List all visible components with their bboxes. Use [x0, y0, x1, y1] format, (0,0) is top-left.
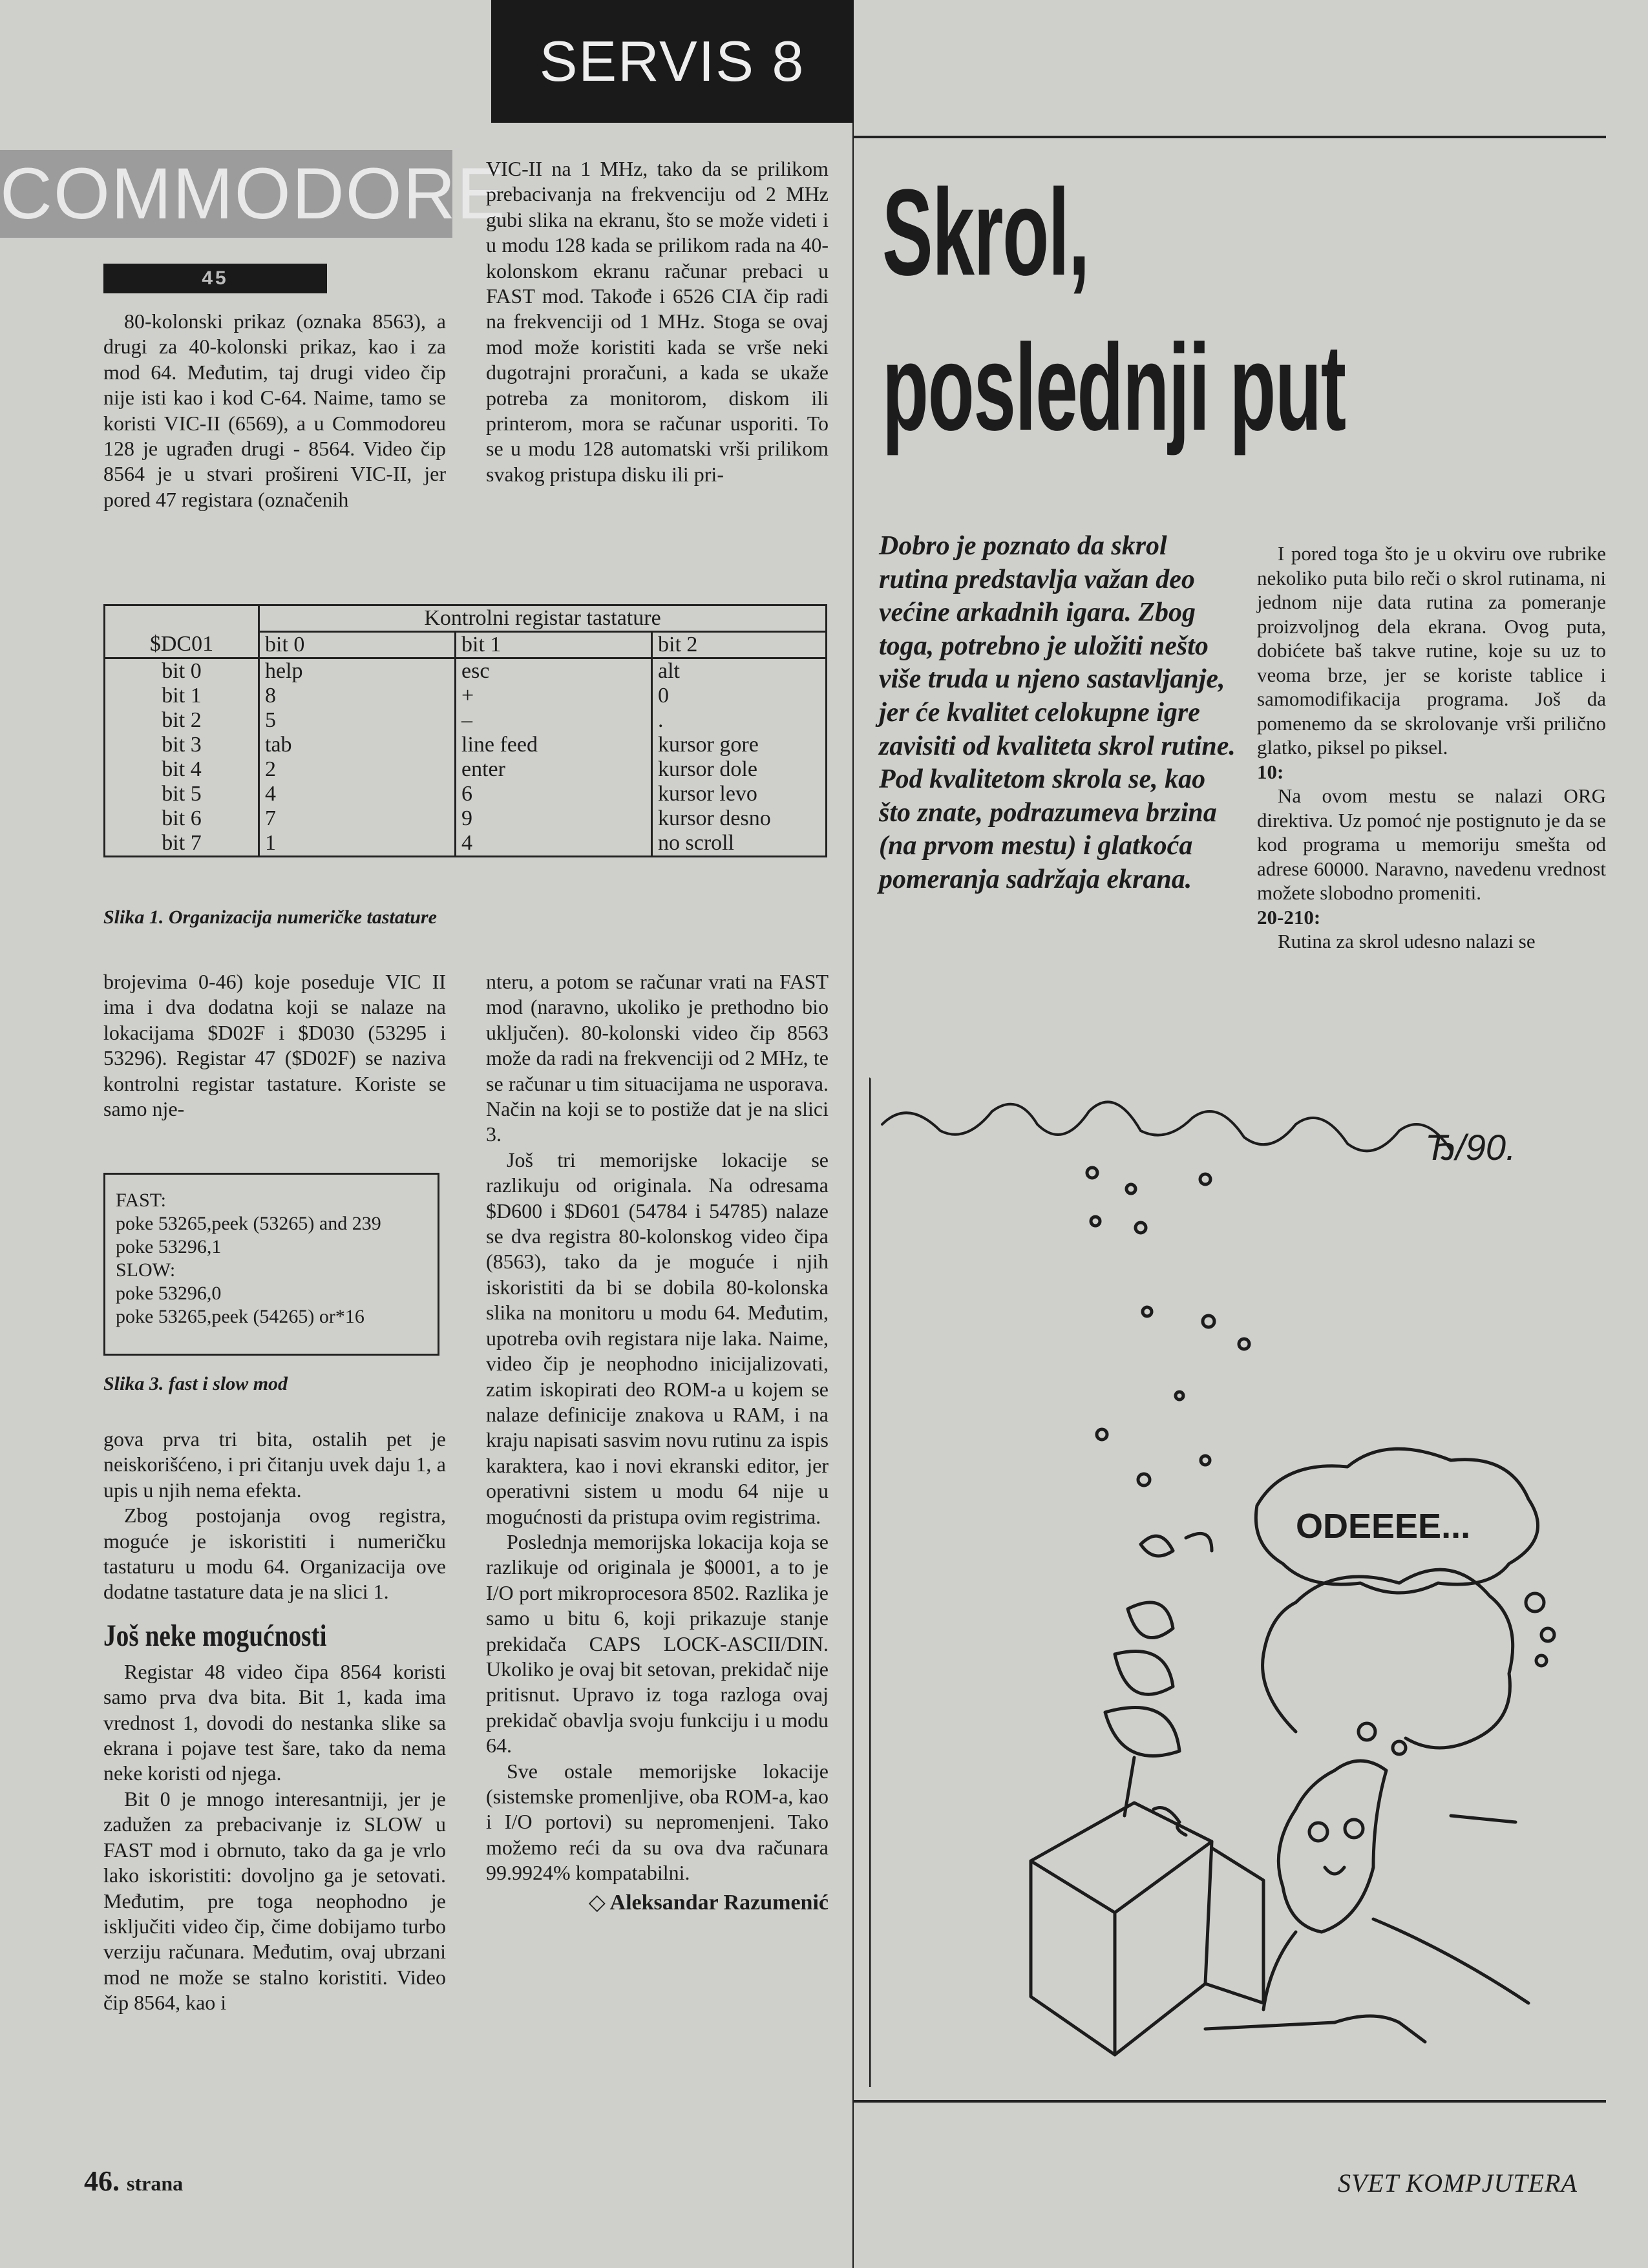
bottom-rule	[853, 2100, 1606, 2103]
section-number: 20-210:	[1257, 905, 1321, 929]
table-cell: 1	[259, 831, 456, 857]
column1-bottom	[103, 1427, 446, 2016]
section-number: 10:	[1257, 760, 1284, 783]
speech-bubble-text: ODEEEE...	[1296, 1507, 1471, 1546]
cartoon-illustration	[869, 1073, 1606, 2087]
table-row	[105, 831, 827, 857]
paragraph: brojevima 0-46) koje poseduje VIC II ima i dva dodatna koji se nalaze na lokacijama $D02F i $D030 (53295 i 53296). Registar 47 ($D02F) se naziva kontrolni registar tastature. Koriste se samo nje-	[103, 970, 446, 1121]
table-cell-bit: bit 5	[105, 782, 259, 806]
table-cell: kursor desno	[652, 806, 827, 831]
table-cell: +	[456, 684, 652, 708]
table-cell: 5	[259, 708, 456, 733]
table-cell: help	[259, 658, 456, 684]
article-lead: Dobro je poznato da skrol rutina predstavlja važan deo većine arkadnih igara. Zbog toga, potrebno je uložiti nešto više truda u njeno sastavljanje, jer će kvalitet celokupne igre zavisiti od kvaliteta skrol rutine. Pod kvalitetom skrola se, kao što znate, podrazumeva brzina (na prvom mestu) i glatkoća pomeranja sadržaja ekrana.	[879, 531, 1236, 894]
magazine-name: SVET KOMPJUTERA	[1338, 2168, 1578, 2198]
headline-line-1: Skrol,	[882, 164, 1089, 301]
column1-top	[103, 309, 446, 512]
table-cell: .	[652, 708, 827, 733]
paragraph: VIC-II na 1 MHz, tako da se prilikom prebacivanja na frekvenciju od 2 MHz gubi slika na ekranu, što se može videti i u modu 128 kada se prilikom rada na 40-kolonskom ekranu računar prebaci u FAST mod. Takođe i 6526 CIA čip radi na frekvenciji od 1 MHz. Stoga se ovaj mod može koristiti kada se vrše neki dugotrajni proračuni, a kada se ukaže potreba za monitorom, diskom ili printerom, mora se računar usporiti. To se u modu 128 automatski vrši prilikom svakog pristupa disku ili pri-	[486, 157, 829, 486]
brand-banner: COMMODORE	[0, 150, 452, 238]
table-cell-bit: bit 4	[105, 757, 259, 782]
column1-middle	[103, 969, 446, 1122]
paragraph: Bit 0 je mnogo interesantniji, jer je zadužen za prebacivanje iz SLOW u FAST mod i obrnuto, tako da ga je vrlo lako iskoristiti: dovoljno ga je setovati. Međutim, pre toga neophodno je isključiti video čip, čime dobijamo turbo verziju računara. Međutim, ovaj ubrzani mod ne može se stalno koristiti. Video čip 8564, kao i	[103, 1787, 446, 2015]
table-cell: esc	[456, 658, 652, 684]
table-caption: Slika 1. Organizacija numeričke tastature	[103, 907, 437, 928]
code-line: poke 53265,peek (54265) or*16	[116, 1306, 364, 1327]
paragraph: I pored toga što je u okviru ove rubrike nekoliko puta bilo reči o skrol rutinama, ni jednom nije data rutina za pomeranje proizvoljnog dela ekrana. Ovog puta, dobićete baš takve rutine, koje su uz to veoma brze, jer se koriste tablice i samomodifikacija programa. Još da pomenemo da se skrolovanje vrši prilično glatko, piksel po piksel.	[1257, 542, 1606, 759]
code-caption: Slika 3. fast i slow mod	[103, 1373, 288, 1394]
page-number	[84, 2165, 183, 2198]
table-cell-bit: bit 0	[105, 658, 259, 684]
table-cell: alt	[652, 658, 827, 684]
table-cell: 2	[259, 757, 456, 782]
code-line: FAST:	[116, 1190, 166, 1211]
table-row	[105, 806, 827, 831]
headline-line-2: poslednji put	[882, 319, 1346, 456]
author-byline: ◇ Aleksandar Razumenić	[588, 1890, 829, 1915]
table-corner-spacer	[105, 605, 259, 632]
issue-badge: 45	[103, 264, 327, 293]
table-col-header: bit 0	[259, 632, 456, 658]
table-cell: 4	[456, 831, 652, 857]
table-cell: 9	[456, 806, 652, 831]
table-row	[105, 684, 827, 708]
paragraph: nteru, a potom se računar vrati na FAST mod (naravno, ukoliko je prethodno bio uključen). 80-kolonski video čip 8563 može da radi na frekvenciji od 2 MHz, te se računar u tim situacijama ne usporava. Način na koji se to postiže dat je na slici 3.	[486, 970, 829, 1146]
table-row	[105, 658, 827, 684]
table-row	[105, 782, 827, 806]
page-number-value: 46.	[84, 2165, 120, 2197]
table-cell: tab	[259, 733, 456, 757]
code-line: poke 53265,peek (53265) and 239	[116, 1213, 381, 1234]
table-cell: kursor gore	[652, 733, 827, 757]
right-column	[1257, 541, 1606, 954]
article-headline	[882, 155, 1346, 465]
table-cell: 0	[652, 684, 827, 708]
paragraph: Registar 48 video čipa 8564 koristi samo prva dva bita. Bit 1, kada ima vrednost 1, dovodi do nestanka slike sa ekrana i pojave test šare, tako da nema neke koristi od njega.	[103, 1659, 446, 1785]
section-label: SERVIS 8	[491, 0, 853, 123]
table-cell-bit: bit 6	[105, 806, 259, 831]
table-corner: $DC01	[105, 632, 259, 658]
table-cell: kursor dole	[652, 757, 827, 782]
artist-signature: Ђ/90.	[1425, 1127, 1516, 1168]
table-cell: kursor levo	[652, 782, 827, 806]
table-cell: 4	[259, 782, 456, 806]
top-rule	[853, 136, 1606, 138]
paragraph: Zbog postojanja ovog registra, moguće je iskoristiti i numeričku tastaturu u modu 64. Organizacija ove dodatne tastature data je na slici 1.	[103, 1504, 446, 1604]
table-group-header: Kontrolni registar tastature	[259, 605, 827, 632]
table-row	[105, 733, 827, 757]
table-row	[105, 708, 827, 733]
subheading: Još neke mogućnosti	[103, 1618, 327, 1653]
paragraph: gova prva tri bita, ostalih pet je neiskorišćeno, i pri čitanju uvek daju 1, a upis u njih nema efekta.	[103, 1427, 446, 1502]
code-line: poke 53296,1	[116, 1236, 222, 1257]
table-cell: no scroll	[652, 831, 827, 857]
code-line: poke 53296,0	[116, 1283, 222, 1304]
table-cell: 7	[259, 806, 456, 831]
paragraph: Još tri memorijske lokacije se razlikuju od originala. Na odresama $D600 i $D601 (54784 i 54785) nalaze se dva registra 80-kolonskog video čipa (8563), tako da je moguće i njih iskoristiti da bi se dobila 80-kolonska slika na monitoru u modu 64. Međutim, upotreba ovih registara nije laka. Naime, video čip je neophodno inicijalizovati, zatim iskopirati deo ROM-a u kojem se nalaze definicije znakova u RAM, i na kraju napisati sasvim novu rutinu za ispis karaktera, kao i novi ekranski editor, jer operativni sistem u modu 64 nije u mogućnosti da pristupa ovim registrima.	[486, 1148, 829, 1528]
table-cell-bit: bit 2	[105, 708, 259, 733]
cartoon-drawing	[869, 1079, 1554, 2087]
table-cell: –	[456, 708, 652, 733]
paragraph: Rutina za skrol udesno nalazi se	[1278, 930, 1536, 952]
table-cell: line feed	[456, 733, 652, 757]
table-cell-bit: bit 1	[105, 684, 259, 708]
keyboard-register-table	[103, 604, 827, 857]
table-cell-bit: bit 7	[105, 831, 259, 857]
table-body	[105, 658, 827, 857]
table-col-header: bit 1	[456, 632, 652, 658]
code-listing	[103, 1173, 439, 1356]
column2-top	[486, 156, 829, 487]
paragraph: Sve ostale memorijske lokacije (sistemske promenljive, oba ROM-a, kao i I/O portovi) su nepromenjeni. Tako možemo reći da su ova dva računara 99.9924% kompatabilni.	[486, 1759, 829, 1885]
table-cell: 8	[259, 684, 456, 708]
code-line: SLOW:	[116, 1259, 176, 1281]
paragraph: 80-kolonski prikaz (oznaka 8563), a drugi za 40-kolonski prikaz, kao i za mod 64. Međutim, taj drugi video čip nije isti kao i kod C-64. Naime, tamo se koristi VIC-II (6569), a u Commodoreu 128 je ugrađen drugi - 8564. Video čip 8564 je u stvari prošireni VIC-II, jer pored 47 registara (označenih	[103, 310, 446, 511]
paragraph: Na ovom mestu se nalazi ORG direktiva. Uz pomoć nje postignuto je da se kod programa u memoriju smešta od adrese 60000. Naravno, navedenu vrednost možete slobodno promeniti.	[1257, 784, 1606, 904]
table-cell-bit: bit 3	[105, 733, 259, 757]
table-cell: 6	[456, 782, 652, 806]
table-col-header: bit 2	[652, 632, 827, 658]
column2-bottom	[486, 969, 829, 1915]
table-row	[105, 757, 827, 782]
table-cell: enter	[456, 757, 652, 782]
paragraph: Poslednja memorijska lokacija koja se razlikuje od originala je $0001, a to je I/O port mikroprocesora 8502. Razlika je samo u bitu 6, koji prikazuje stanje prekidača CAPS LOCK-ASCII/DIN. Ukoliko je ovaj bit setovan, prekidač nije pritisnut. Upravo iz toga razloga ovaj prekidač obavlja svoju funkciju i u modu 64.	[486, 1529, 829, 1758]
page-word: strana	[127, 2172, 184, 2195]
